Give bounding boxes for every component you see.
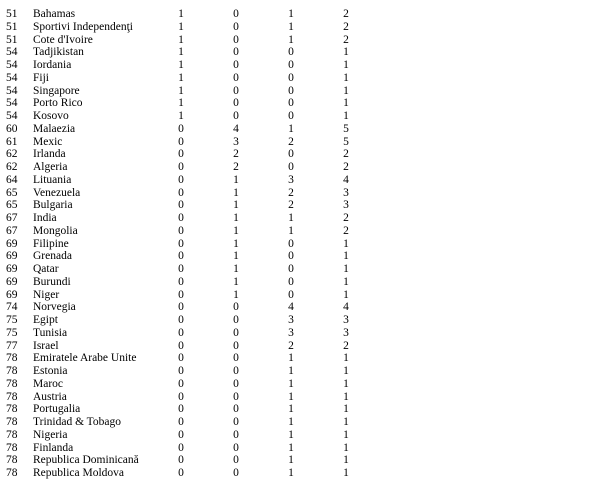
bronze-count-cell: 2 <box>288 135 294 148</box>
rank-cell: 54 <box>6 71 18 84</box>
total-count-cell: 1 <box>343 59 349 71</box>
total-count-cell: 3 <box>343 314 349 326</box>
silver-count-cell: 0 <box>233 365 239 377</box>
gold-count-cell: 0 <box>178 352 184 365</box>
total-count-cell: 1 <box>343 454 349 467</box>
total-count-cell: 1 <box>343 441 349 454</box>
rank-cell: 51 <box>6 20 18 33</box>
bronze-count-cell: 0 <box>288 84 294 97</box>
country-cell: Tunisia <box>33 326 68 339</box>
country-cell: Maroc <box>33 377 64 390</box>
rank-cell: 65 <box>6 199 18 212</box>
bronze-count-cell: 0 <box>288 97 294 110</box>
silver-count-cell: 0 <box>233 59 239 71</box>
rank-cell: 69 <box>6 275 18 288</box>
gold-count-cell: 0 <box>178 275 184 288</box>
silver-count-cell: 0 <box>233 454 239 467</box>
country-cell: Cote d'Ivoire <box>33 33 93 46</box>
table-row <box>0 238 600 251</box>
total-count-cell: 1 <box>343 110 349 122</box>
country-cell: Austria <box>33 390 67 403</box>
country-cell: Algeria <box>33 161 68 173</box>
country-cell: Venezuela <box>33 186 81 199</box>
rank-cell: 54 <box>6 84 18 97</box>
table-row <box>0 276 600 289</box>
gold-count-cell: 0 <box>178 365 184 377</box>
country-cell: Filipine <box>33 237 69 250</box>
rank-cell: 67 <box>6 224 18 237</box>
silver-count-cell: 0 <box>233 352 239 365</box>
silver-count-cell: 0 <box>233 441 239 454</box>
bronze-count-cell: 0 <box>288 71 294 84</box>
gold-count-cell: 1 <box>178 46 184 59</box>
country-cell: Bahamas <box>33 8 76 20</box>
rank-cell: 78 <box>6 454 18 467</box>
table-row <box>0 161 600 174</box>
table-row <box>0 263 600 276</box>
table-row <box>0 442 600 455</box>
total-count-cell: 1 <box>343 263 349 275</box>
silver-count-cell: 1 <box>233 186 239 199</box>
silver-count-cell: 0 <box>233 46 239 59</box>
country-cell: Republica Dominicană <box>33 454 139 467</box>
gold-count-cell: 0 <box>178 301 184 314</box>
rank-cell: 51 <box>6 33 18 46</box>
country-cell: Porto Rico <box>33 97 83 110</box>
country-cell: Kosovo <box>33 110 69 122</box>
gold-count-cell: 0 <box>178 135 184 148</box>
rank-cell: 75 <box>6 326 18 339</box>
rank-cell: 65 <box>6 186 18 199</box>
table-row <box>0 72 600 85</box>
gold-count-cell: 0 <box>178 403 184 416</box>
table-row <box>0 174 600 187</box>
bronze-count-cell: 2 <box>288 199 294 212</box>
total-count-cell: 1 <box>343 46 349 59</box>
rank-cell: 51 <box>6 8 18 20</box>
rank-cell: 60 <box>6 122 18 135</box>
bronze-count-cell: 1 <box>288 352 294 365</box>
table-row <box>0 46 600 59</box>
rank-cell: 54 <box>6 46 18 59</box>
silver-count-cell: 1 <box>233 263 239 275</box>
rank-cell: 64 <box>6 173 18 186</box>
country-cell: Grenada <box>33 250 72 263</box>
total-count-cell: 1 <box>343 288 349 301</box>
table-row <box>0 378 600 391</box>
gold-count-cell: 0 <box>178 377 184 390</box>
gold-count-cell: 1 <box>178 8 184 20</box>
gold-count-cell: 0 <box>178 224 184 237</box>
gold-count-cell: 0 <box>178 314 184 326</box>
country-cell: Fiji <box>33 71 49 84</box>
total-count-cell: 1 <box>343 275 349 288</box>
rank-cell: 78 <box>6 428 18 441</box>
total-count-cell: 1 <box>343 467 349 479</box>
country-cell: Bulgaria <box>33 199 73 212</box>
rank-cell: 69 <box>6 263 18 275</box>
bronze-count-cell: 0 <box>288 161 294 173</box>
rank-cell: 62 <box>6 161 18 173</box>
gold-count-cell: 1 <box>178 84 184 97</box>
gold-count-cell: 0 <box>178 212 184 224</box>
gold-count-cell: 0 <box>178 263 184 275</box>
total-count-cell: 1 <box>343 250 349 263</box>
total-count-cell: 2 <box>343 212 349 224</box>
table-row <box>0 212 600 225</box>
table-row <box>0 97 600 110</box>
total-count-cell: 5 <box>343 122 349 135</box>
bronze-count-cell: 0 <box>288 110 294 122</box>
rank-cell: 78 <box>6 441 18 454</box>
total-count-cell: 4 <box>343 173 349 186</box>
table-row <box>0 85 600 98</box>
gold-count-cell: 0 <box>178 148 184 161</box>
medal-table <box>0 8 600 480</box>
country-cell: Estonia <box>33 365 68 377</box>
total-count-cell: 3 <box>343 326 349 339</box>
bronze-count-cell: 1 <box>288 122 294 135</box>
silver-count-cell: 0 <box>233 339 239 352</box>
silver-count-cell: 0 <box>233 71 239 84</box>
bronze-count-cell: 0 <box>288 237 294 250</box>
country-cell: Singapore <box>33 84 80 97</box>
gold-count-cell: 0 <box>178 122 184 135</box>
total-count-cell: 1 <box>343 71 349 84</box>
gold-count-cell: 0 <box>178 390 184 403</box>
rank-cell: 78 <box>6 467 18 479</box>
gold-count-cell: 0 <box>178 250 184 263</box>
rank-cell: 69 <box>6 288 18 301</box>
table-row <box>0 199 600 212</box>
country-cell: Trinidad & Tobago <box>33 416 122 428</box>
silver-count-cell: 0 <box>233 8 239 20</box>
rank-cell: 77 <box>6 339 18 352</box>
silver-count-cell: 1 <box>233 288 239 301</box>
silver-count-cell: 0 <box>233 377 239 390</box>
country-cell: Nigeria <box>33 428 68 441</box>
table-row <box>0 327 600 340</box>
gold-count-cell: 1 <box>178 110 184 122</box>
country-cell: Norvegia <box>33 301 76 314</box>
total-count-cell: 1 <box>343 84 349 97</box>
silver-count-cell: 0 <box>233 416 239 428</box>
silver-count-cell: 0 <box>233 20 239 33</box>
country-cell: Israel <box>33 339 59 352</box>
table-row <box>0 454 600 467</box>
country-cell: Emiratele Arabe Unite <box>33 352 137 365</box>
rank-cell: 62 <box>6 148 18 161</box>
total-count-cell: 2 <box>343 339 349 352</box>
country-cell: Lituania <box>33 173 72 186</box>
silver-count-cell: 1 <box>233 275 239 288</box>
total-count-cell: 1 <box>343 377 349 390</box>
gold-count-cell: 1 <box>178 71 184 84</box>
gold-count-cell: 0 <box>178 161 184 173</box>
table-row <box>0 467 600 480</box>
bronze-count-cell: 1 <box>288 390 294 403</box>
gold-count-cell: 1 <box>178 33 184 46</box>
table-row <box>0 123 600 136</box>
total-count-cell: 5 <box>343 135 349 148</box>
total-count-cell: 1 <box>343 352 349 365</box>
silver-count-cell: 1 <box>233 212 239 224</box>
total-count-cell: 2 <box>343 33 349 46</box>
silver-count-cell: 0 <box>233 467 239 479</box>
table-row <box>0 429 600 442</box>
silver-count-cell: 1 <box>233 199 239 212</box>
table-row <box>0 352 600 365</box>
total-count-cell: 2 <box>343 224 349 237</box>
table-row <box>0 250 600 263</box>
silver-count-cell: 0 <box>233 314 239 326</box>
gold-count-cell: 0 <box>178 173 184 186</box>
silver-count-cell: 3 <box>233 135 239 148</box>
bronze-count-cell: 1 <box>288 454 294 467</box>
table-row <box>0 21 600 34</box>
silver-count-cell: 1 <box>233 237 239 250</box>
silver-count-cell: 0 <box>233 33 239 46</box>
silver-count-cell: 1 <box>233 224 239 237</box>
country-cell: Egipt <box>33 314 58 326</box>
country-cell: Mongolia <box>33 224 78 237</box>
total-count-cell: 4 <box>343 301 349 314</box>
country-cell: India <box>33 212 57 224</box>
gold-count-cell: 0 <box>178 441 184 454</box>
total-count-cell: 1 <box>343 428 349 441</box>
rank-cell: 69 <box>6 237 18 250</box>
country-cell: Republica Moldova <box>33 467 125 479</box>
country-cell: Burundi <box>33 275 71 288</box>
total-count-cell: 1 <box>343 403 349 416</box>
total-count-cell: 3 <box>343 186 349 199</box>
total-count-cell: 2 <box>343 20 349 33</box>
bronze-count-cell: 2 <box>288 186 294 199</box>
silver-count-cell: 0 <box>233 326 239 339</box>
table-row <box>0 225 600 238</box>
bronze-count-cell: 0 <box>288 46 294 59</box>
gold-count-cell: 1 <box>178 20 184 33</box>
bronze-count-cell: 2 <box>288 339 294 352</box>
total-count-cell: 1 <box>343 365 349 377</box>
bronze-count-cell: 3 <box>288 173 294 186</box>
country-cell: Qatar <box>33 263 59 275</box>
rank-cell: 78 <box>6 416 18 428</box>
bronze-count-cell: 1 <box>288 224 294 237</box>
table-row <box>0 289 600 302</box>
rank-cell: 75 <box>6 314 18 326</box>
bronze-count-cell: 0 <box>288 148 294 161</box>
gold-count-cell: 0 <box>178 288 184 301</box>
country-cell: Finlanda <box>33 441 74 454</box>
rank-cell: 54 <box>6 110 18 122</box>
silver-count-cell: 2 <box>233 161 239 173</box>
total-count-cell: 2 <box>343 8 349 20</box>
country-cell: Tadjikistan <box>33 46 84 59</box>
rank-cell: 78 <box>6 403 18 416</box>
gold-count-cell: 0 <box>178 467 184 479</box>
gold-count-cell: 0 <box>178 326 184 339</box>
rank-cell: 61 <box>6 135 18 148</box>
bronze-count-cell: 3 <box>288 326 294 339</box>
rank-cell: 69 <box>6 250 18 263</box>
bronze-count-cell: 1 <box>288 377 294 390</box>
bronze-count-cell: 1 <box>288 33 294 46</box>
bronze-count-cell: 1 <box>288 441 294 454</box>
bronze-count-cell: 1 <box>288 20 294 33</box>
country-cell: Niger <box>33 288 60 301</box>
bronze-count-cell: 4 <box>288 301 294 314</box>
table-row <box>0 148 600 161</box>
silver-count-cell: 1 <box>233 173 239 186</box>
gold-count-cell: 0 <box>178 428 184 441</box>
gold-count-cell: 0 <box>178 237 184 250</box>
country-cell: Irlanda <box>33 148 66 161</box>
silver-count-cell: 2 <box>233 148 239 161</box>
total-count-cell: 1 <box>343 237 349 250</box>
silver-count-cell: 1 <box>233 250 239 263</box>
bronze-count-cell: 3 <box>288 314 294 326</box>
bronze-count-cell: 1 <box>288 212 294 224</box>
rank-cell: 78 <box>6 365 18 377</box>
total-count-cell: 1 <box>343 97 349 110</box>
table-row <box>0 59 600 72</box>
rank-cell: 54 <box>6 59 18 71</box>
silver-count-cell: 0 <box>233 428 239 441</box>
rank-cell: 54 <box>6 97 18 110</box>
table-row <box>0 110 600 123</box>
rank-cell: 78 <box>6 352 18 365</box>
bronze-count-cell: 1 <box>288 416 294 428</box>
table-row <box>0 340 600 353</box>
bronze-count-cell: 0 <box>288 275 294 288</box>
silver-count-cell: 4 <box>233 122 239 135</box>
table-row <box>0 8 600 21</box>
table-row <box>0 314 600 327</box>
table-row <box>0 403 600 416</box>
bronze-count-cell: 0 <box>288 288 294 301</box>
table-row <box>0 187 600 200</box>
bronze-count-cell: 1 <box>288 8 294 20</box>
rank-cell: 78 <box>6 377 18 390</box>
gold-count-cell: 0 <box>178 199 184 212</box>
gold-count-cell: 0 <box>178 339 184 352</box>
rank-cell: 78 <box>6 390 18 403</box>
silver-count-cell: 0 <box>233 403 239 416</box>
bronze-count-cell: 1 <box>288 428 294 441</box>
table-row <box>0 365 600 378</box>
total-count-cell: 1 <box>343 390 349 403</box>
table-row <box>0 34 600 47</box>
table-row <box>0 301 600 314</box>
bronze-count-cell: 1 <box>288 365 294 377</box>
country-cell: Iordania <box>33 59 72 71</box>
bronze-count-cell: 0 <box>288 263 294 275</box>
gold-count-cell: 0 <box>178 454 184 467</box>
country-cell: Malaezia <box>33 122 76 135</box>
gold-count-cell: 0 <box>178 416 184 428</box>
silver-count-cell: 0 <box>233 97 239 110</box>
total-count-cell: 1 <box>343 416 349 428</box>
gold-count-cell: 1 <box>178 59 184 71</box>
silver-count-cell: 0 <box>233 301 239 314</box>
silver-count-cell: 0 <box>233 390 239 403</box>
table-row <box>0 391 600 404</box>
gold-count-cell: 0 <box>178 186 184 199</box>
total-count-cell: 2 <box>343 148 349 161</box>
country-cell: Portugalia <box>33 403 81 416</box>
rank-cell: 74 <box>6 301 18 314</box>
bronze-count-cell: 0 <box>288 250 294 263</box>
bronze-count-cell: 1 <box>288 403 294 416</box>
total-count-cell: 3 <box>343 199 349 212</box>
bronze-count-cell: 0 <box>288 59 294 71</box>
country-cell: Mexic <box>33 135 63 148</box>
table-row <box>0 136 600 149</box>
gold-count-cell: 1 <box>178 97 184 110</box>
country-cell: Sportivi Independenţi <box>33 20 133 33</box>
table-row <box>0 416 600 429</box>
silver-count-cell: 0 <box>233 110 239 122</box>
total-count-cell: 2 <box>343 161 349 173</box>
bronze-count-cell: 1 <box>288 467 294 479</box>
rank-cell: 67 <box>6 212 18 224</box>
silver-count-cell: 0 <box>233 84 239 97</box>
